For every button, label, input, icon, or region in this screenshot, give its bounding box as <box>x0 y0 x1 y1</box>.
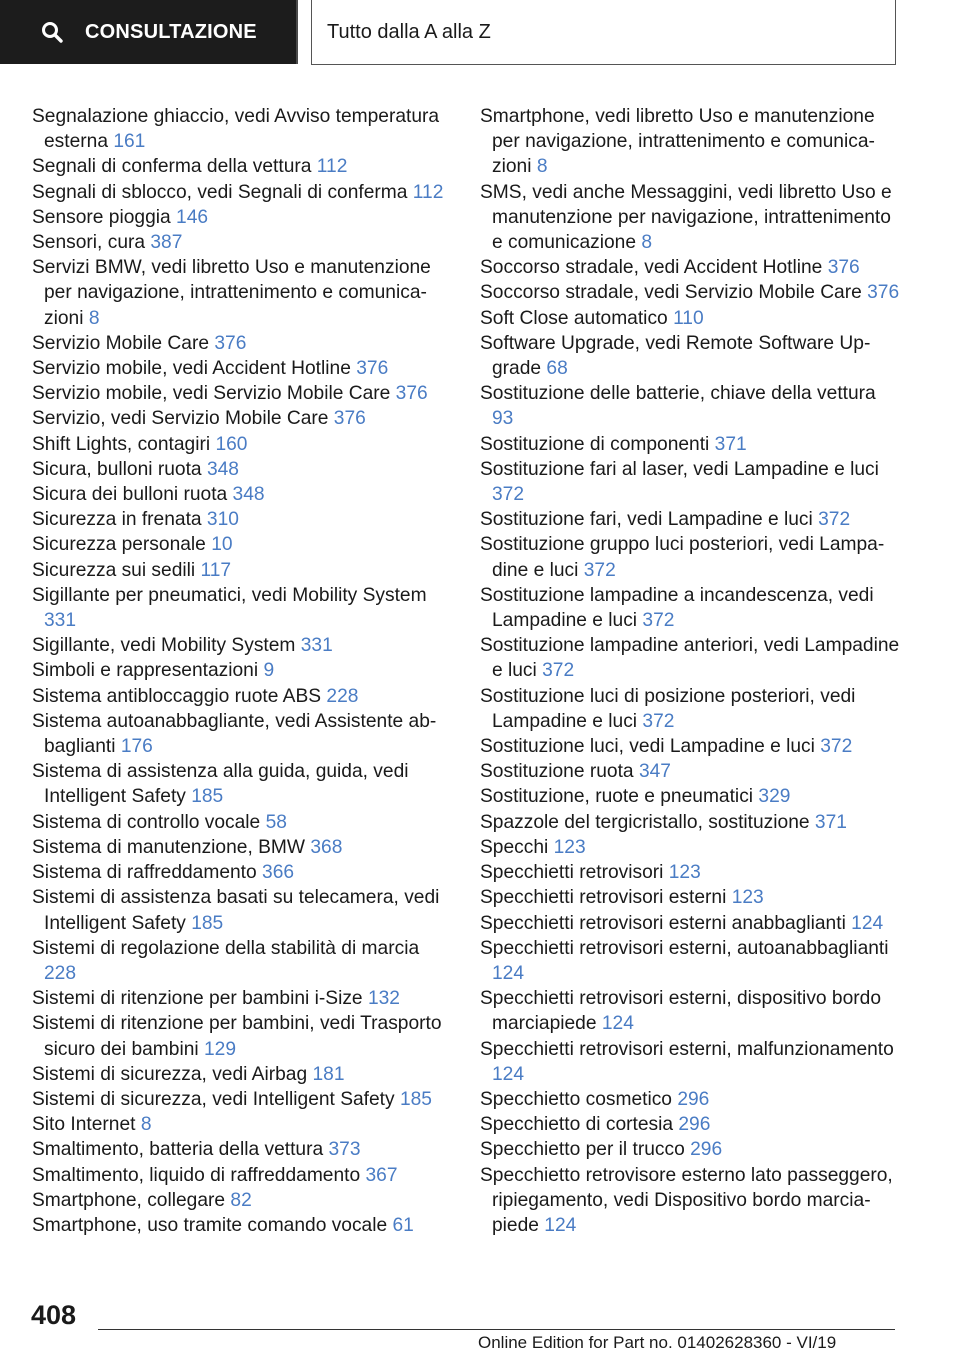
page-link[interactable]: 110 <box>673 307 704 329</box>
page-link[interactable]: 331 <box>44 610 77 632</box>
index-entry <box>32 558 452 583</box>
page-link[interactable]: 124 <box>601 1013 634 1035</box>
entry-text: Sostituzione fari, vedi Lampadine e luci <box>480 509 813 531</box>
page-link[interactable]: 8 <box>536 156 548 178</box>
entry-text: Sostituzione, ruote e pneumatici <box>480 786 754 808</box>
index-entry <box>480 457 900 507</box>
page-link[interactable]: 93 <box>492 408 514 430</box>
entry-text: Soccorso stradale, vedi Accident Hotline <box>480 257 823 279</box>
entry-text: Sostituzione fari al laser, vedi Lampadine e luci <box>480 458 879 480</box>
index-entry <box>32 457 452 482</box>
entry-text: Segnalazione ghiaccio, vedi Avviso temperatura esterna <box>32 106 440 153</box>
index-entry <box>480 532 900 582</box>
entry-text: Sostituzione delle batterie, chiave della vettura <box>480 383 876 405</box>
entry-text: Sicurezza personale <box>32 534 206 556</box>
index-entry <box>32 356 452 381</box>
index-entry <box>480 432 900 457</box>
page-link[interactable]: 372 <box>642 610 675 632</box>
page-link[interactable]: 228 <box>44 962 77 984</box>
index-entry <box>32 180 452 205</box>
entry-text: Sostituzione gruppo luci posteriori, vedi Lampadine e luci <box>480 534 885 581</box>
index-entry <box>480 1137 900 1162</box>
index-entry <box>32 381 452 406</box>
page-link[interactable]: 123 <box>553 836 586 858</box>
page-link[interactable]: 132 <box>367 988 400 1010</box>
page-link[interactable]: 329 <box>758 786 791 808</box>
entry-text: Sistema di raffreddamento <box>32 862 257 884</box>
page-link[interactable]: 367 <box>365 1164 398 1186</box>
page-link[interactable]: 161 <box>113 131 146 153</box>
page-link[interactable]: 376 <box>827 257 860 279</box>
page-link[interactable]: 372 <box>492 484 525 506</box>
entry-text: Smaltimento, liquido di raffreddamento <box>32 1164 361 1186</box>
page-link[interactable]: 368 <box>310 836 343 858</box>
entry-text: Smartphone, collegare <box>32 1189 226 1211</box>
page-link[interactable]: 8 <box>641 232 653 254</box>
page-link[interactable]: 296 <box>690 1139 723 1161</box>
index-entry <box>480 1087 900 1112</box>
index-entry <box>480 1037 900 1087</box>
entry-text: Specchietto per il trucco <box>480 1139 685 1161</box>
index-entry <box>32 154 452 179</box>
index-entry <box>32 583 452 633</box>
page-link[interactable]: 124 <box>544 1214 577 1236</box>
entry-text: Shift Lights, contagiri <box>32 433 211 455</box>
page-link[interactable]: 112 <box>412 181 444 203</box>
index-entry <box>32 1112 452 1137</box>
index-entry <box>480 860 900 885</box>
entry-text: Specchi <box>480 836 549 858</box>
index-entry <box>480 583 900 633</box>
page-link[interactable]: 310 <box>206 509 239 531</box>
index-entry <box>32 1011 452 1061</box>
entry-text: Sistema di manutenzione, BMW <box>32 836 306 858</box>
index-entry <box>32 507 452 532</box>
entry-text: Sostituzione lampadine a incandescenza, vedi Lampadine e luci <box>480 584 874 632</box>
index-entry <box>32 432 452 457</box>
page-link[interactable]: 123 <box>668 862 701 884</box>
index-entry <box>32 684 452 709</box>
page-link[interactable]: 348 <box>206 458 239 480</box>
entry-text: Servizio mobile, vedi Servizio Mobile Care <box>32 383 391 405</box>
page-link[interactable]: 331 <box>300 635 333 657</box>
entry-text: Servizio, vedi Servizio Mobile Care <box>32 408 329 430</box>
index-entry <box>480 734 900 759</box>
page-link[interactable]: 185 <box>399 1088 432 1110</box>
footer-divider <box>98 1329 895 1330</box>
page-link[interactable]: 10 <box>211 534 233 556</box>
index-entry <box>480 885 900 910</box>
page-link[interactable]: 296 <box>677 1088 710 1110</box>
page-link[interactable]: 372 <box>820 736 853 758</box>
page-link[interactable]: 124 <box>492 962 525 984</box>
page-link[interactable]: 185 <box>191 786 224 808</box>
entry-text: Specchietti retrovisori <box>480 862 664 884</box>
index-entry <box>480 255 900 280</box>
page-link[interactable]: 387 <box>150 232 183 254</box>
index-entry <box>32 1213 452 1238</box>
entry-text: Specchietti retrovisori esterni anabbaglianti <box>480 912 846 934</box>
entry-text: Servizio Mobile Care <box>32 332 210 354</box>
entry-text: Soft Close automatico <box>480 307 668 329</box>
page-link[interactable]: 376 <box>214 332 247 354</box>
entry-text: Specchietti retrovisori esterni, autoanabbaglianti <box>480 937 889 959</box>
tab-label: CONSULTAZIONE <box>85 20 257 43</box>
page-link[interactable]: 123 <box>731 887 764 909</box>
page-link[interactable]: 372 <box>542 660 575 682</box>
index-entry <box>32 1163 452 1188</box>
index-column-right <box>480 104 900 1238</box>
page-link[interactable]: 124 <box>851 912 884 934</box>
entry-text: Sostituzione luci, vedi Lampadine e luci <box>480 736 815 758</box>
entry-text: Specchietti retrovisori esterni <box>480 887 727 909</box>
breadcrumb[interactable] <box>311 0 896 65</box>
page-link[interactable]: 228 <box>326 685 359 707</box>
page-link[interactable]: 124 <box>492 1063 525 1085</box>
index-entry <box>32 1062 452 1087</box>
entry-text: Sito Internet <box>32 1114 136 1136</box>
entry-text: Sistemi di ritenzione per bambini i-Size <box>32 988 363 1010</box>
index-entry <box>480 810 900 835</box>
index-entry <box>480 1163 900 1239</box>
index-entry <box>480 911 900 936</box>
index-entry <box>32 1188 452 1213</box>
index-entry <box>32 532 452 557</box>
entry-text: Sistemi di assistenza basati su telecamera, vedi Intelligent Safety <box>32 887 440 934</box>
index-entry <box>480 104 900 180</box>
entry-text: Specchietti retrovisori esterni, dispositivo bordo marciapiede <box>480 988 881 1035</box>
index-entry <box>480 986 900 1036</box>
page-link[interactable]: 366 <box>262 862 295 884</box>
page-link[interactable]: 348 <box>232 484 265 506</box>
page-link[interactable]: 296 <box>678 1114 711 1136</box>
entry-text: Sistemi di ritenzione per bambini, vedi Trasporto sicuro dei bambini <box>32 1013 442 1060</box>
page-link[interactable]: 176 <box>120 736 153 758</box>
index-entry <box>480 331 900 381</box>
entry-text: Sicurezza sui sedili <box>32 559 196 581</box>
page-link[interactable]: 371 <box>814 811 847 833</box>
search-icon <box>41 21 63 43</box>
index-entry <box>480 381 900 431</box>
consultazione-tab[interactable] <box>0 0 298 64</box>
index-entry <box>32 205 452 230</box>
index-column-left <box>32 104 452 1238</box>
index-entry <box>32 860 452 885</box>
index-entry <box>32 709 452 759</box>
entry-text: Software Upgrade, vedi Remote Software Upgrade <box>480 332 871 380</box>
index-entry <box>480 306 900 331</box>
index-entry <box>32 986 452 1011</box>
page-header <box>0 0 960 66</box>
entry-text: Sicura dei bulloni ruota <box>32 484 228 506</box>
page-link[interactable]: 372 <box>583 559 616 581</box>
entry-text: Simboli e rappresentazioni <box>32 660 259 682</box>
page-link[interactable]: 82 <box>230 1189 252 1211</box>
index-entry <box>480 507 900 532</box>
entry-text: Specchietto retrovisore esterno lato passeggero, ripiegamento, vedi Dispositivo bordo marciapiede <box>480 1164 893 1236</box>
index-entry <box>480 180 900 256</box>
entry-text: Segnali di conferma della vettura <box>32 156 312 178</box>
entry-text: Soccorso stradale, vedi Servizio Mobile Care <box>480 282 862 304</box>
breadcrumb-label: Tutto dalla A alla Z <box>327 20 491 43</box>
page-link[interactable]: 376 <box>395 383 428 405</box>
page-link[interactable]: 376 <box>333 408 366 430</box>
entry-text: Smartphone, uso tramite comando vocale <box>32 1214 388 1236</box>
entry-text: Sostituzione luci di posizione posteriori, vedi Lampadine e luci <box>480 685 856 732</box>
entry-text: Sistemi di sicurezza, vedi Airbag <box>32 1063 308 1085</box>
index-entry <box>32 1087 452 1112</box>
page-link[interactable]: 372 <box>818 509 851 531</box>
page-link[interactable]: 129 <box>204 1038 237 1060</box>
page-link[interactable]: 160 <box>215 433 248 455</box>
page-link[interactable]: 372 <box>642 710 675 732</box>
entry-text: Sistema di controllo vocale <box>32 811 261 833</box>
entry-text: Specchietti retrovisori esterni, malfunzionamento <box>480 1038 894 1060</box>
index-entry <box>480 759 900 784</box>
page-link[interactable]: 376 <box>356 358 389 380</box>
index-entry <box>32 633 452 658</box>
index-entry <box>480 784 900 809</box>
entry-text: Sigillante per pneumatici, vedi Mobility System <box>32 584 427 606</box>
entry-text: Specchietto cosmetico <box>480 1088 672 1110</box>
entry-text: Segnali di sblocco, vedi Segnali di conferma <box>32 181 408 203</box>
index-entry <box>480 633 900 683</box>
index-entry <box>32 104 452 154</box>
page-link[interactable]: 61 <box>392 1214 414 1236</box>
entry-text: Smartphone, vedi libretto Uso e manutenzione per navigazione, intrattenimento e comunicazioni <box>480 106 875 178</box>
page-link[interactable]: 146 <box>176 206 209 228</box>
entry-text: Sensore pioggia <box>32 206 171 228</box>
page-link[interactable]: 185 <box>191 912 224 934</box>
entry-text: Sistema di assistenza alla guida, guida, vedi Intelligent Safety <box>32 761 409 808</box>
page-link[interactable]: 376 <box>867 282 900 304</box>
index-entry <box>480 684 900 734</box>
page-link[interactable]: 8 <box>88 307 100 329</box>
index-entry <box>32 835 452 860</box>
page-link[interactable]: 9 <box>263 660 275 682</box>
index-entry <box>32 406 452 431</box>
page-link[interactable]: 68 <box>546 358 568 380</box>
index-entry <box>32 230 452 255</box>
index-entry <box>32 482 452 507</box>
entry-text: Servizio mobile, vedi Accident Hotline <box>32 358 351 380</box>
footer-edition: Online Edition for Part no. 01402628360 - VI/19 <box>478 1333 837 1352</box>
index-entry <box>32 885 452 935</box>
page-link[interactable]: 112 <box>316 156 348 178</box>
entry-text: Sistemi di regolazione della stabilità di marcia <box>32 937 420 959</box>
entry-text: Sistema antibloccaggio ruote ABS <box>32 685 322 707</box>
entry-text: Sicurezza in frenata <box>32 509 202 531</box>
page-number: 408 <box>31 1300 77 1330</box>
entry-text: Spazzole del tergicristallo, sostituzione <box>480 811 810 833</box>
page-link[interactable]: 58 <box>265 811 287 833</box>
index-entry <box>32 936 452 986</box>
entry-text: Sostituzione lampadine anteriori, vedi Lampadine e luci <box>480 635 900 682</box>
entry-text: Sensori, cura <box>32 232 146 254</box>
index-entry <box>480 936 900 986</box>
entry-text: Servizi BMW, vedi libretto Uso e manutenzione per navigazione, intrattenimento e comunicazioni <box>32 257 431 329</box>
entry-text: Sostituzione ruota <box>480 761 634 783</box>
entry-text: SMS, vedi anche Messaggini, vedi libretto Uso e manutenzione per navigazione, intrattenimento e comunicazione <box>480 181 892 254</box>
page-link[interactable]: 117 <box>200 559 232 581</box>
index-entry <box>480 1112 900 1137</box>
entry-text: Sistemi di sicurezza, vedi Intelligent Safety <box>32 1088 395 1110</box>
page-link[interactable]: 181 <box>312 1063 345 1085</box>
entry-text: Sicura, bulloni ruota <box>32 458 202 480</box>
entry-text: Smaltimento, batteria della vettura <box>32 1139 324 1161</box>
entry-text: Sistema autoanabbagliante, vedi Assistente abbaglianti <box>32 710 437 758</box>
index-entry <box>480 280 900 305</box>
index-entry <box>32 1137 452 1162</box>
index-entry <box>32 759 452 809</box>
entry-text: Sigillante, vedi Mobility System <box>32 635 296 657</box>
index-entry <box>32 810 452 835</box>
index-entry <box>32 331 452 356</box>
entry-text: Specchietto di cortesia <box>480 1114 674 1136</box>
entry-text: Sostituzione di componenti <box>480 433 710 455</box>
page-link[interactable]: 347 <box>638 761 671 783</box>
page-link[interactable]: 371 <box>714 433 747 455</box>
page-link[interactable]: 373 <box>328 1139 361 1161</box>
index-entry <box>32 658 452 683</box>
index-entry <box>32 255 452 331</box>
index-entry <box>480 835 900 860</box>
page-link[interactable]: 8 <box>140 1114 152 1136</box>
